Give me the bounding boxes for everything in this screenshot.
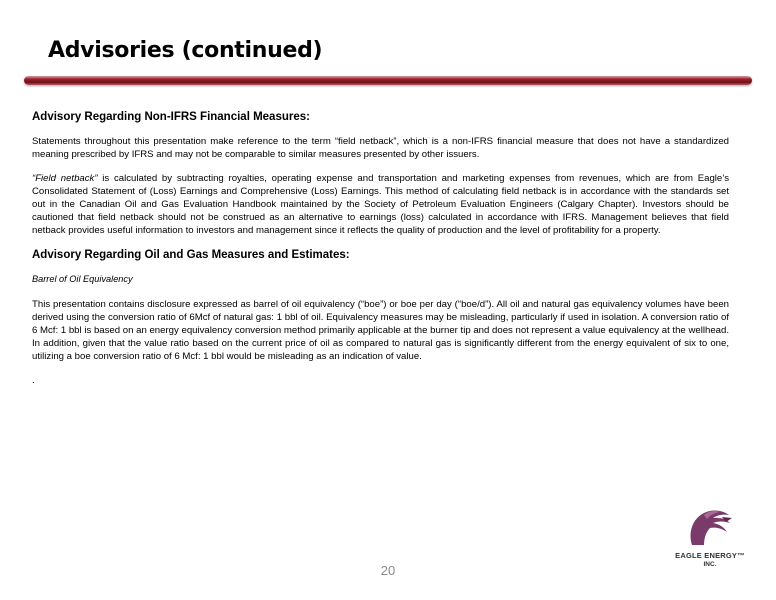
title-divider [24,76,752,85]
page-number: 20 [380,563,396,578]
non-ifrs-paragraph-1: Statements throughout this presentation make reference to the term “field netback”, which is a non-IFRS financial measure that does not have a standardized meaning prescribed by IFRS and may not be comparable to similar measures presented by other issuers. [32,136,729,160]
company-logo [662,505,758,571]
non-ifrs-paragraph-2 [32,172,729,237]
boe-subheading: Barrel of Oil Equivalency [32,274,133,284]
advisory-content [32,110,729,387]
logo-wordmark: EAGLE ENERGY™ [675,551,745,560]
section-heading-non-ifrs: Advisory Regarding Non-IFRS Financial Measures: [32,111,310,123]
logo-suffix: INC. [703,561,717,568]
page-title: Advisories (continued) [48,38,323,63]
field-netback-definition: is calculated by subtracting royalties, operating expense and transportation and marketing expenses from revenues, which are from Eagle’s Consolidated Statement of (Loss) Earnings and Comprehensive (Loss) Earnings. This method of calculating field netback is in accordance with the standards set out in the Canadian Oil and Gas Evaluation Handbook maintained by the Society of Petroleum Evaluation Engineers (Calgary Chapter). Investors should be cautioned that field netback should not be construed as an alternative to earnings (loss) calculated in accordance with IFRS. Management believes that field netback provides useful information to investors and management since it reflects the quality of production and the level of profitability for a property. [32,173,729,236]
eagle-head-icon [682,505,738,551]
section-heading-oil-gas: Advisory Regarding Oil and Gas Measures and Estimates: [32,249,350,261]
boe-paragraph: This presentation contains disclosure expressed as barrel of oil equivalency (“boe”) or boe per day (“boe/d”). All oil and natural gas equivalency volumes have been derived using the conversion ratio of 6Mcf of natural gas: 1 bbl of oil. Equivalency measures may be misleading, particularly if used in isolation. A conversion ratio of 6 Mcf: 1 bbl is based on an energy equivalency conversion method primarily applicable at the burner tip and does not represent a value equivalency at the wellhead. In addition, given that the value ratio based on the current price of oil as compared to natural gas is significantly different from the energy equivalent of six to one, utilizing a boe conversion ratio of 6 Mcf: 1 bbl would be misleading as an indication of value. [32,299,729,362]
field-netback-term: “Field netback” [32,173,98,184]
trailing-period: . [32,375,35,386]
